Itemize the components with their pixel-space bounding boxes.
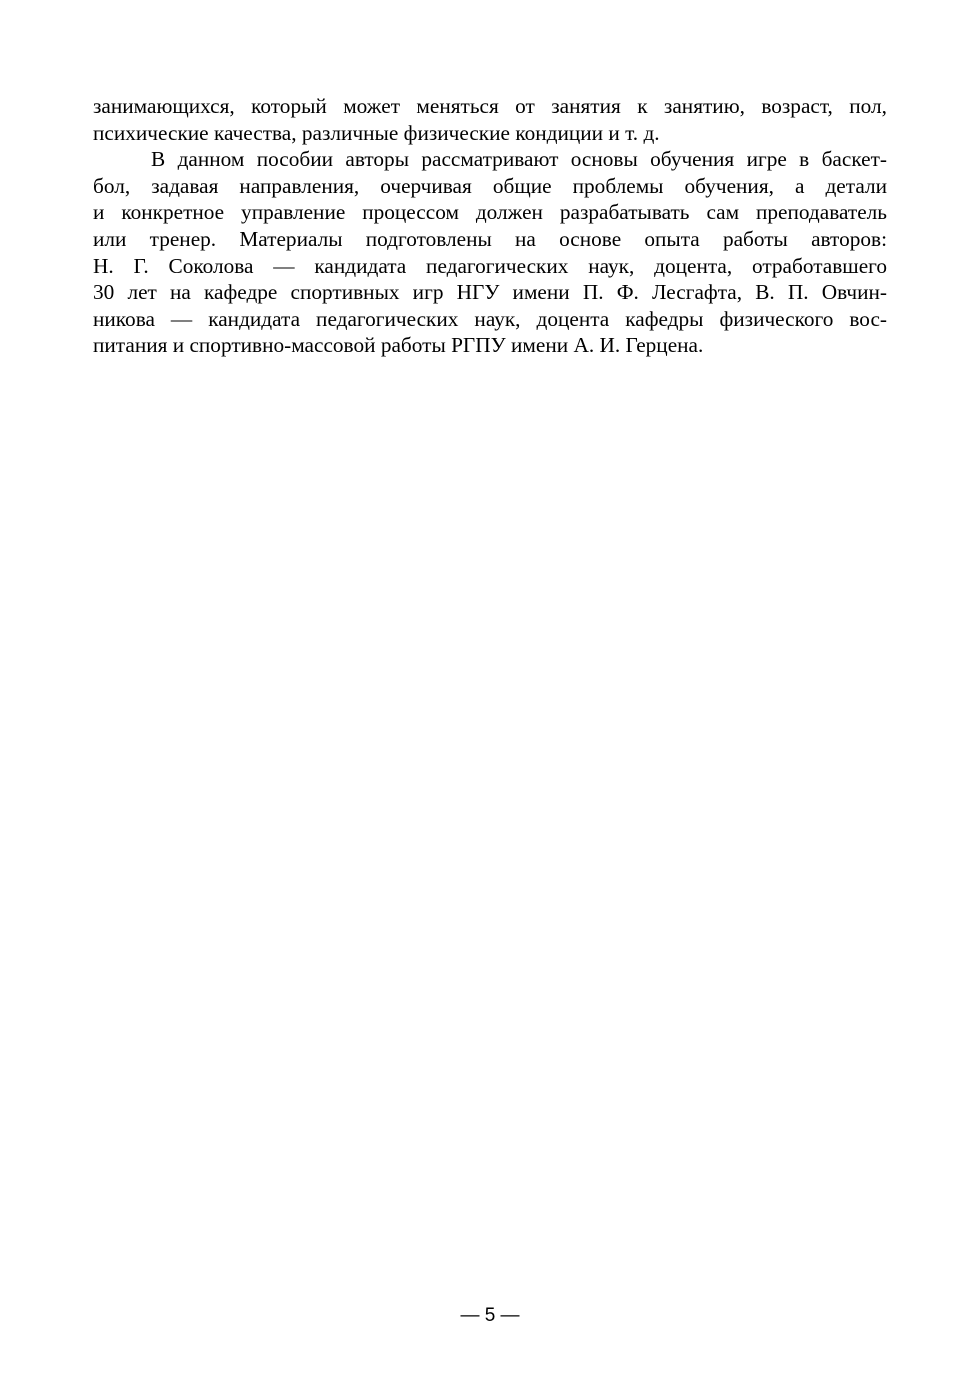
paragraph-1 bbox=[93, 93, 887, 146]
text-line: и конкретное управление процессом должен разрабатывать сам преподаватель bbox=[93, 200, 887, 225]
text-line: психические качества, различные физические кондиции и т. д. bbox=[93, 120, 660, 145]
text-line: никова — кандидата педагогических наук, доцента кафедры физического вос- bbox=[93, 306, 887, 331]
page-number: — 5 — bbox=[460, 1305, 520, 1326]
text-line: занимающихся, который может меняться от занятия к занятию, возраст, пол, bbox=[93, 94, 887, 118]
paragraph-2 bbox=[93, 146, 887, 359]
text-line: 30 лет на кафедре спортивных игр НГУ имени П. Ф. Лесгафта, В. П. Овчин- bbox=[93, 280, 887, 305]
body-text bbox=[93, 93, 887, 359]
text-line: питания и спортивно-массовой работы РГПУ имени А. И. Герцена. bbox=[93, 333, 704, 358]
text-line: Н. Г. Соколова — кандидата педагогических наук, доцента, отработавшего bbox=[93, 253, 887, 278]
text-line: или тренер. Материалы подготовлены на основе опыта работы авторов: bbox=[93, 226, 887, 251]
text-line: В данном пособии авторы рассматривают основы обучения игре в баскет- bbox=[151, 147, 887, 172]
text-line: бол, задавая направления, очерчивая общие проблемы обучения, а детали bbox=[93, 173, 887, 198]
